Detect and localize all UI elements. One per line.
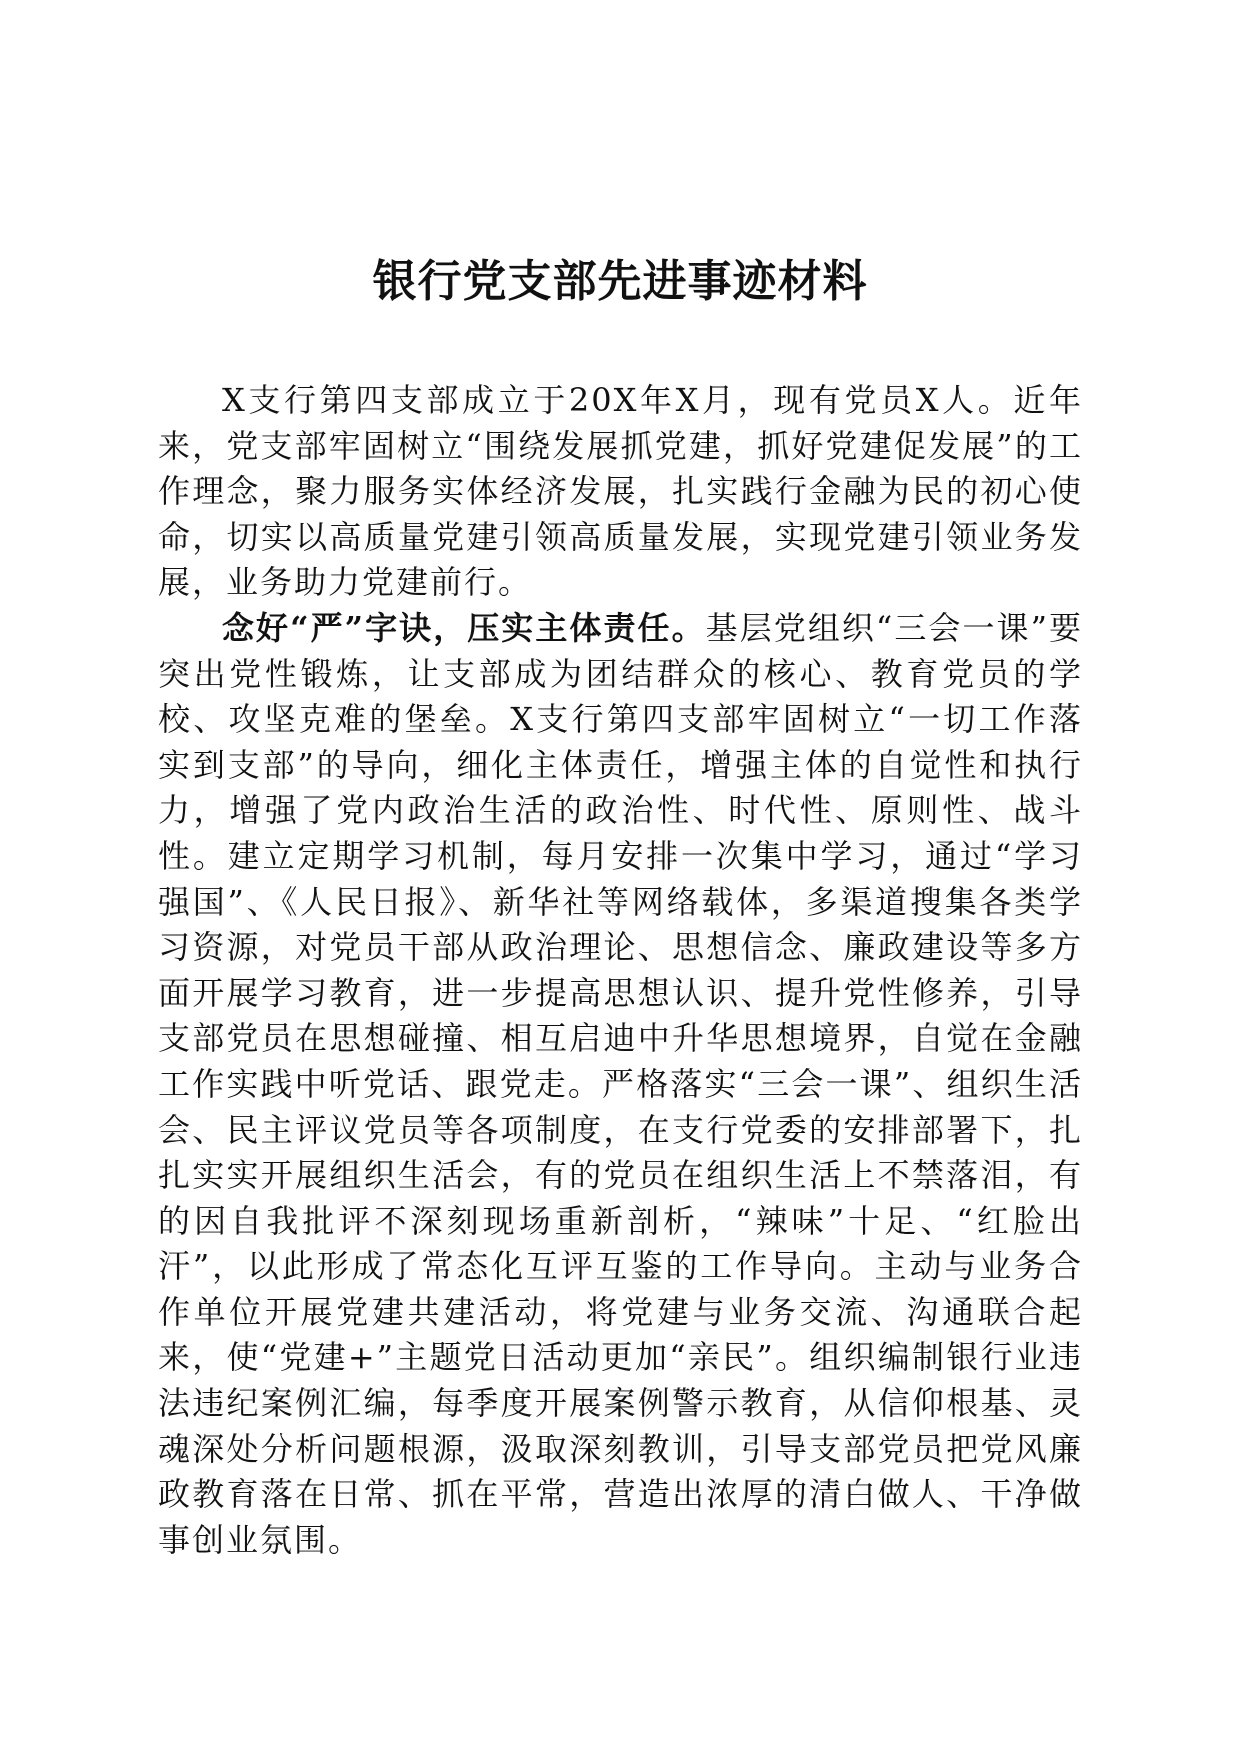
paragraph-intro (158, 378, 1083, 606)
paragraph-responsibility-heading: 念好“严”字诀，压实主体责任。 (222, 608, 706, 647)
document-title: 银行党支部先进事迹材料 (372, 256, 868, 307)
paragraph-responsibility (158, 606, 1083, 1563)
document-body (158, 378, 1083, 1563)
paragraph-intro-text: X支行第四支部成立于20X年X月，现有党员X人。近年来，党支部牢固树立“围绕发展抓党建，抓好党建促发展”的工作理念，聚力服务实体经济发展，扎实践行金融为民的初心使命，切实以高质量党建引领高质量发展，实现党建引领业务发展，业务助力党建前行。 (158, 381, 1083, 602)
paragraph-responsibility-text: 基层党组织“三会一课”要突出党性锻炼，让支部成为团结群众的核心、教育党员的学校、攻坚克难的堡垒。X支行第四支部牢固树立“一切工作落实到支部”的导向，细化主体责任，增强主体的自觉性和执行力，增强了党内政治生活的政治性、时代性、原则性、战斗性。建立定期学习机制，每月安排一次集中学习，通过“学习强国”、《人民日报》、新华社等网络载体，多渠道搜集各类学习资源，对党员干部从政治理论、思想信念、廉政建设等多方面开展学习教育，进一步提高思想认识、提升党性修养，引导支部党员在思想碰撞、相互启迪中升华思想境界，自觉在金融工作实践中听党话、跟党走。严格落实“三会一课”、组织生活会、民主评议党员等各项制度，在支行党委的安排部署下，扎扎实实开展组织生活会，有的党员在组织生活上不禁落泪，有的因自我批评不深刻现场重新剖析，“辣味”十足、“红脸出汗”，以此形成了常态化互评互鉴的工作导向。主动与业务合作单位开展党建共建活动，将党建与业务交流、沟通联合起来，使“党建+”主题党日活动更加“亲民”。组织编制银行业违法违纪案例汇编，每季度开展案例警示教育，从信仰根基、灵魂深处分析问题根源，汲取深刻教训，引导支部党员把党风廉政教育落在日常、抓在平常，营造出浓厚的清白做人、干净做事创业氛围。 (158, 608, 1083, 1559)
